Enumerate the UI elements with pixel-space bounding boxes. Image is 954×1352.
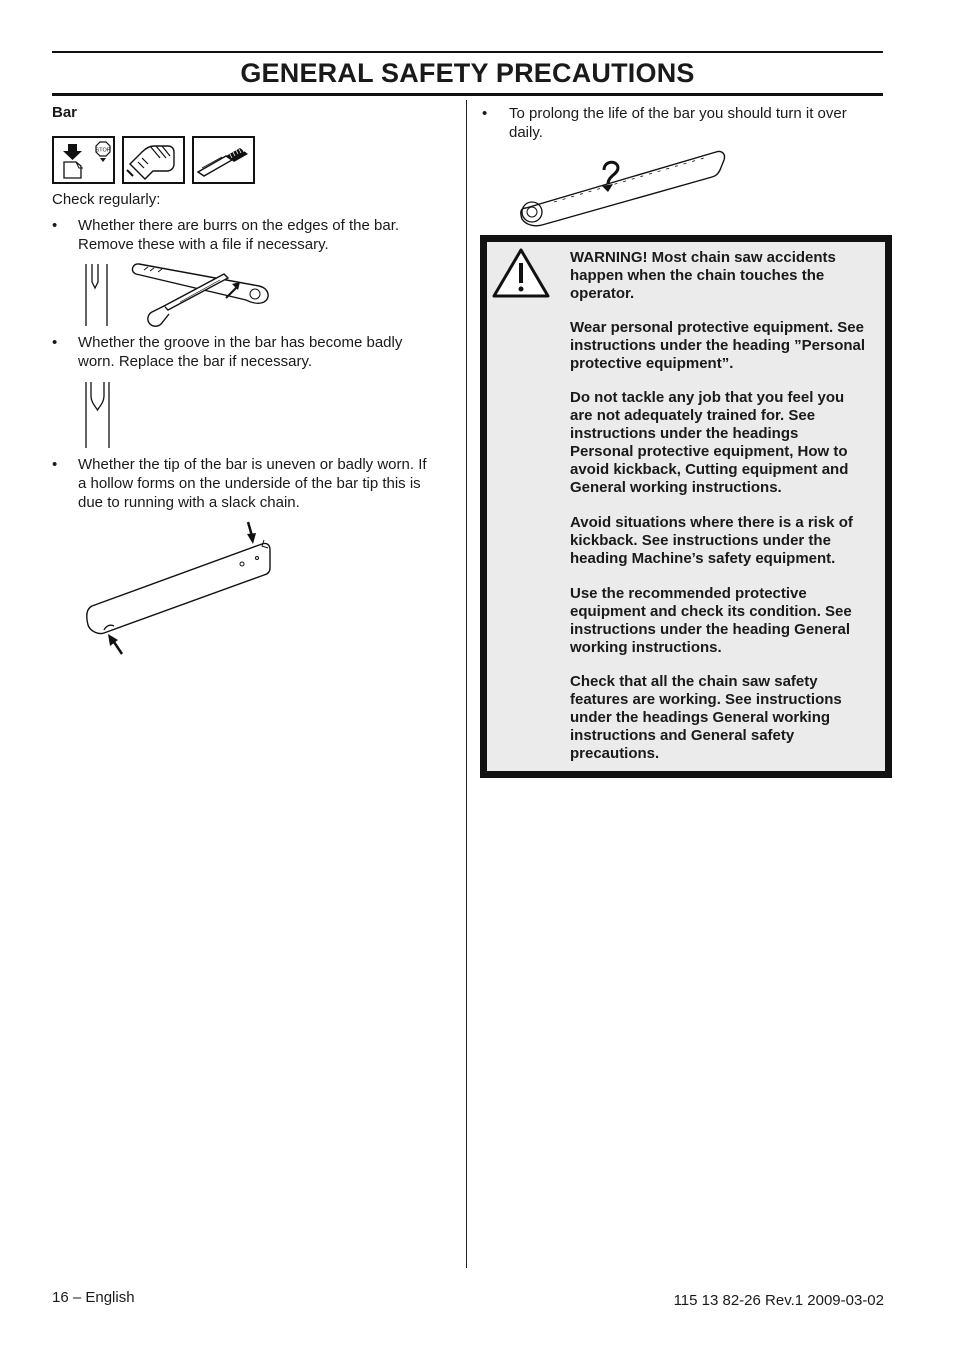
bullet-tip-line3: due to running with a slack chain. — [78, 494, 300, 511]
warning-p5-line4: working instructions. — [570, 639, 722, 656]
worn-tip-bar-illustration — [82, 518, 282, 660]
warning-p3-line2: are not adequately trained for. See — [570, 407, 816, 424]
warning-p3-line5: avoid kickback, Cutting equipment and — [570, 461, 849, 478]
warning-p3-line4: Personal protective equipment, How to — [570, 443, 848, 460]
bullet-marker: • — [52, 217, 58, 234]
warning-p3-line3: instructions under the headings — [570, 425, 799, 442]
section-title: Bar — [52, 104, 78, 121]
warning-p6-line4: instructions and General safety — [570, 727, 795, 744]
page-number: 16 – English — [52, 1289, 135, 1306]
bullet-burrs-line2: Remove these with a file if necessary. — [78, 236, 329, 253]
warning-p4-line3: heading Machine’s safety equipment. — [570, 550, 836, 567]
bullet-marker: • — [52, 334, 58, 351]
svg-text:STOP: STOP — [95, 147, 111, 154]
bullet-turn-bar-line1: To prolong the life of the bar you should turn it over — [509, 105, 847, 122]
warning-p3-line1: Do not tackle any job that you feel you — [570, 389, 845, 406]
page-title: GENERAL SAFETY PRECAUTIONS — [240, 58, 695, 88]
warning-p1-line1: WARNING! Most chain saw accidents — [570, 249, 836, 266]
warning-p2-line3: protective equipment”. — [570, 355, 734, 372]
warning-p6-line1: Check that all the chain saw safety — [570, 673, 818, 690]
document-revision: 115 13 82-26 Rev.1 2009-03-02 — [673, 1292, 884, 1309]
bullet-marker: • — [52, 456, 58, 473]
protective-glove-icon — [122, 136, 185, 184]
warning-p6-line2: features are working. See instructions — [570, 691, 842, 708]
column-divider — [466, 100, 467, 1268]
warning-p6-line3: under the headings General working — [570, 709, 831, 726]
top-rule — [52, 51, 883, 53]
warning-p3-line6: General working instructions. — [570, 479, 782, 496]
warning-p2-line2: instructions under the heading ”Personal — [570, 337, 866, 354]
bullet-groove-line1: Whether the groove in the bar has become badly — [78, 334, 403, 351]
bullet-burrs-line1: Whether there are burrs on the edges of the bar. — [78, 217, 400, 234]
warning-p2-line1: Wear personal protective equipment. See — [570, 319, 864, 336]
warning-p5-line2: equipment and check its condition. See — [570, 603, 852, 620]
title-rule — [52, 93, 883, 96]
bullet-tip-line2: a hollow forms on the underside of the bar tip this is — [78, 475, 421, 492]
warning-p4-line2: kickback. See instructions under the — [570, 532, 831, 549]
warning-p5-line1: Use the recommended protective — [570, 585, 807, 602]
stop-engine-icon — [52, 136, 115, 184]
turn-bar-illustration — [514, 150, 728, 230]
bullet-tip-line1: Whether the tip of the bar is uneven or badly worn. If — [78, 456, 427, 473]
warning-p4-line1: Avoid situations where there is a risk of — [570, 514, 853, 531]
warning-triangle-icon — [491, 247, 551, 299]
brush-cleaning-icon — [192, 136, 255, 184]
bullet-turn-bar-line2: daily. — [509, 124, 543, 141]
bar-file-illustration — [84, 262, 274, 330]
bullet-marker: • — [482, 105, 488, 122]
warning-p1-line2: happen when the chain touches the — [570, 267, 825, 284]
warning-p5-line3: instructions under the heading General — [570, 621, 851, 638]
bullet-groove-line2: worn. Replace the bar if necessary. — [78, 353, 313, 370]
warning-p1-line3: operator. — [570, 285, 635, 302]
warning-p6-line5: precautions. — [570, 745, 660, 762]
worn-groove-illustration — [84, 380, 114, 450]
check-regularly-text: Check regularly: — [52, 191, 161, 208]
